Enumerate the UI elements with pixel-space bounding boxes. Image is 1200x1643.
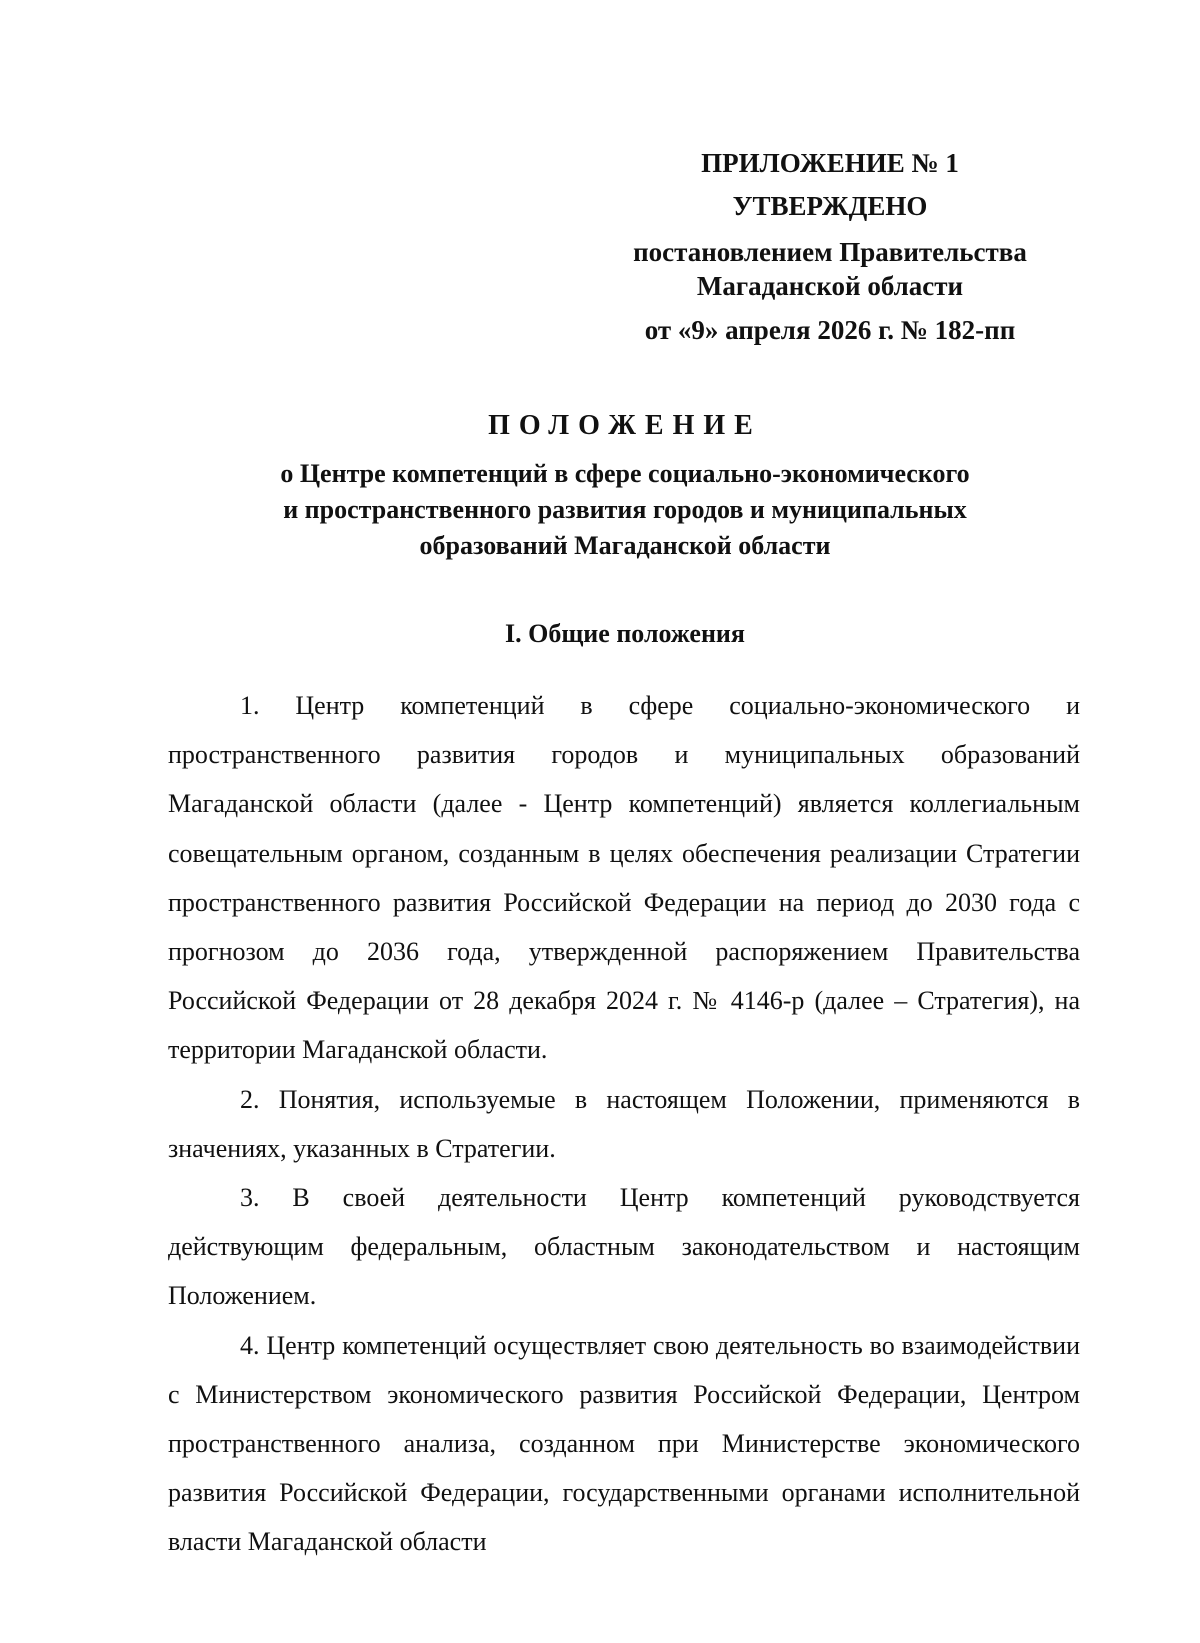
approved-label: УТВЕРЖДЕНО: [732, 191, 928, 221]
paragraph-3: 3. В своей деятельности Центр компетенций руководствуется действующим федеральным, областным законодательством и настоящим Положением.: [168, 1183, 1080, 1311]
approval-stamp: [600, 146, 1060, 347]
appendix-number: ПРИЛОЖЕНИЕ № 1: [701, 148, 959, 178]
document-title: ПОЛОЖЕНИЕ: [488, 410, 762, 441]
document-subtitle-line-1: о Центре компетенций в сфере социально-экономического: [280, 459, 970, 488]
decree-line-2: Магаданской области: [696, 271, 964, 301]
document-subtitle-line-2: и пространственного развития городов и муниципальных: [283, 495, 967, 524]
paragraph-1: 1. Центр компетенций в сфере социально-экономического и пространственного развития городов и муниципальных образований Магаданской области (далее - Центр компетенций) является коллегиальным совещательным органом, созданным в целях обеспечения реализации Стратегии пространственного развития Российской Федерации на период до 2030 года с прогнозом до 2036 года, утвержденной распоряжением Правительства Российской Федерации от 28 декабря 2024 г. № 4146-р (далее – Стратегия), на территории Магаданской области.: [168, 691, 1080, 1065]
paragraph-2: 2. Понятия, используемые в настоящем Положении, применяются в значениях, указанных в Стратегии.: [168, 1084, 1080, 1163]
section-body: [168, 681, 1080, 1567]
document-title-block: [160, 408, 1090, 564]
decree-line-1: постановлением Правительства: [633, 237, 1027, 267]
document-subtitle-line-3: образований Магаданской области: [419, 531, 831, 560]
section-heading: I. Общие положения: [505, 619, 745, 648]
decree-date: от «9» апреля 2026 г. № 182-пп: [644, 315, 1016, 345]
paragraph-4: 4. Центр компетенций осуществляет свою деятельность во взаимодействии с Министерством экономического развития Российской Федерации, Центром пространственного анализа, созданном при Министерстве экономического развития Российской Федерации, государственными органами исполнительной власти Магаданской области: [168, 1330, 1080, 1557]
